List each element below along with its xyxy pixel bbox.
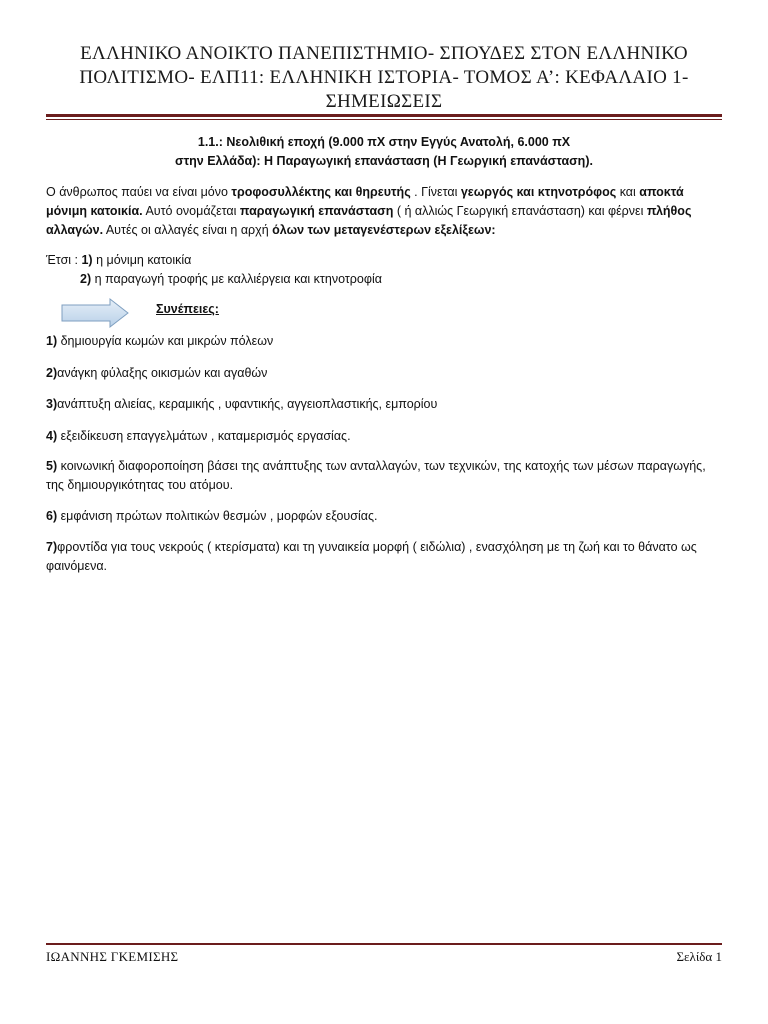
consequence-number: 2) <box>46 366 58 380</box>
section-heading <box>46 133 722 171</box>
intro-text-1: Ο άνθρωπος παύει να είναι μόνο <box>46 185 232 199</box>
intro-bold-1: τροφοσυλλέκτης και θηρευτής <box>231 185 411 199</box>
intro-text-3: και <box>616 185 640 199</box>
title-line-1: ΕΛΛΗΝΙΚΟ ΑΝΟΙΚΤΟ ΠΑΝΕΠΙΣΤΗΜΙΟ- ΣΠΟΥΔΕΣ ΣΤΟΝ ΕΛΛΗΝΙΚΟ <box>80 43 688 64</box>
consequence-text: εμφάνιση πρώτων πολιτικών θεσμών , μορφών εξουσίας. <box>57 509 378 523</box>
intro-bold-2: γεωργός και κτηνοτρόφος <box>460 185 617 199</box>
etsi-text-1: η μόνιμη κατοικία <box>92 253 192 267</box>
etsi-item-1 <box>46 251 726 270</box>
consequence-text: φροντίδα για τους νεκρούς ( κτερίσματα) και τη γυναικεία μορφή ( ειδώλια) , ενασχόληση με τη ζωή και το θάνατο ως φαινόμενα. <box>46 540 697 573</box>
etsi-text-2: η παραγωγή τροφής με καλλιέργεια και κτηνοτροφία <box>91 272 382 286</box>
etsi-item-2 <box>80 270 760 289</box>
section-heading-line-2: στην Ελλάδα): Η Παραγωγική επανάσταση (Η Γεωργική επανάσταση). <box>175 154 593 168</box>
consequence-number: 5) <box>46 459 58 473</box>
intro-text-4: Αυτό ονομάζεται <box>142 204 240 218</box>
consequence-text: κοινωνική διαφοροποίηση βάσει της ανάπτυξης των ανταλλαγών, των τεχνικών, της κατοχής των μέσων παραγωγής, της δημιουργικότητας του ατόμου. <box>46 459 706 492</box>
consequences-label: Συνέπειες: <box>156 302 219 316</box>
consequence-number: 7) <box>46 540 58 554</box>
title-line-3: ΣΗΜΕΙΩΣΕΙΣ <box>325 91 443 112</box>
intro-paragraph <box>46 183 726 240</box>
header-rule-thick <box>46 114 722 117</box>
consequence-item-5 <box>46 457 726 495</box>
consequence-item-4 <box>46 427 726 446</box>
etsi-number-2: 2) <box>80 272 92 286</box>
consequence-number: 3) <box>46 397 58 411</box>
consequence-item-2 <box>46 364 726 383</box>
consequence-item-1 <box>46 332 726 351</box>
intro-bold-4: παραγωγική επανάσταση <box>239 204 394 218</box>
document-title <box>46 42 722 114</box>
consequence-text: εξειδίκευση επαγγελμάτων , καταμερισμός εργασίας. <box>57 429 351 443</box>
header-rule-thin <box>46 119 722 120</box>
page-number: Σελίδα 1 <box>676 949 722 964</box>
footer-author: ΙΩΑΝΝΗΣ ΓΚΕΜΙΣΗΣ <box>46 949 179 964</box>
intro-text-6: Αυτές οι αλλαγές είναι η αρχή <box>103 223 273 237</box>
intro-text-5: ( ή αλλιώς Γεωργική επανάσταση) και φέρνει <box>393 204 647 218</box>
consequence-item-6 <box>46 507 726 526</box>
intro-text-2: . Γίνεται <box>410 185 461 199</box>
consequence-text: ανάγκη φύλαξης οικισμών και αγαθών <box>57 366 268 380</box>
consequence-number: 6) <box>46 509 58 523</box>
right-arrow-icon <box>60 297 130 329</box>
footer-rule <box>46 943 722 945</box>
consequence-number: 4) <box>46 429 58 443</box>
consequence-number: 1) <box>46 334 58 348</box>
etsi-number-1: 1) <box>81 253 93 267</box>
intro-bold-3: αποκτά μόνιμη κατοικία. <box>46 185 684 218</box>
consequence-text: δημιουργία κωμών και μικρών πόλεων <box>57 334 274 348</box>
intro-bold-5: πλήθος αλλαγών. <box>46 204 692 237</box>
consequence-item-7 <box>46 538 726 576</box>
intro-bold-6: όλων των μεταγενέστερων εξελίξεων: <box>272 223 496 237</box>
section-heading-line-1: 1.1.: Νεολιθική εποχή (9.000 πΧ στην Εγγύς Ανατολή, 6.000 πΧ <box>197 135 571 149</box>
etsi-prefix: Έτσι : <box>46 253 82 267</box>
title-line-2: ΠΟΛΙΤΙΣΜΟ- ΕΛΠ11: ΕΛΛΗΝΙΚΗ ΙΣΤΟΡΙΑ- ΤΟΜΟΣ Α’: ΚΕΦΑΛΑΙΟ 1- <box>79 67 689 88</box>
consequence-item-3 <box>46 395 726 414</box>
consequence-text: ανάπτυξη αλιείας, κεραμικής , υφαντικής, αγγειοπλαστικής, εμπορίου <box>57 397 438 411</box>
